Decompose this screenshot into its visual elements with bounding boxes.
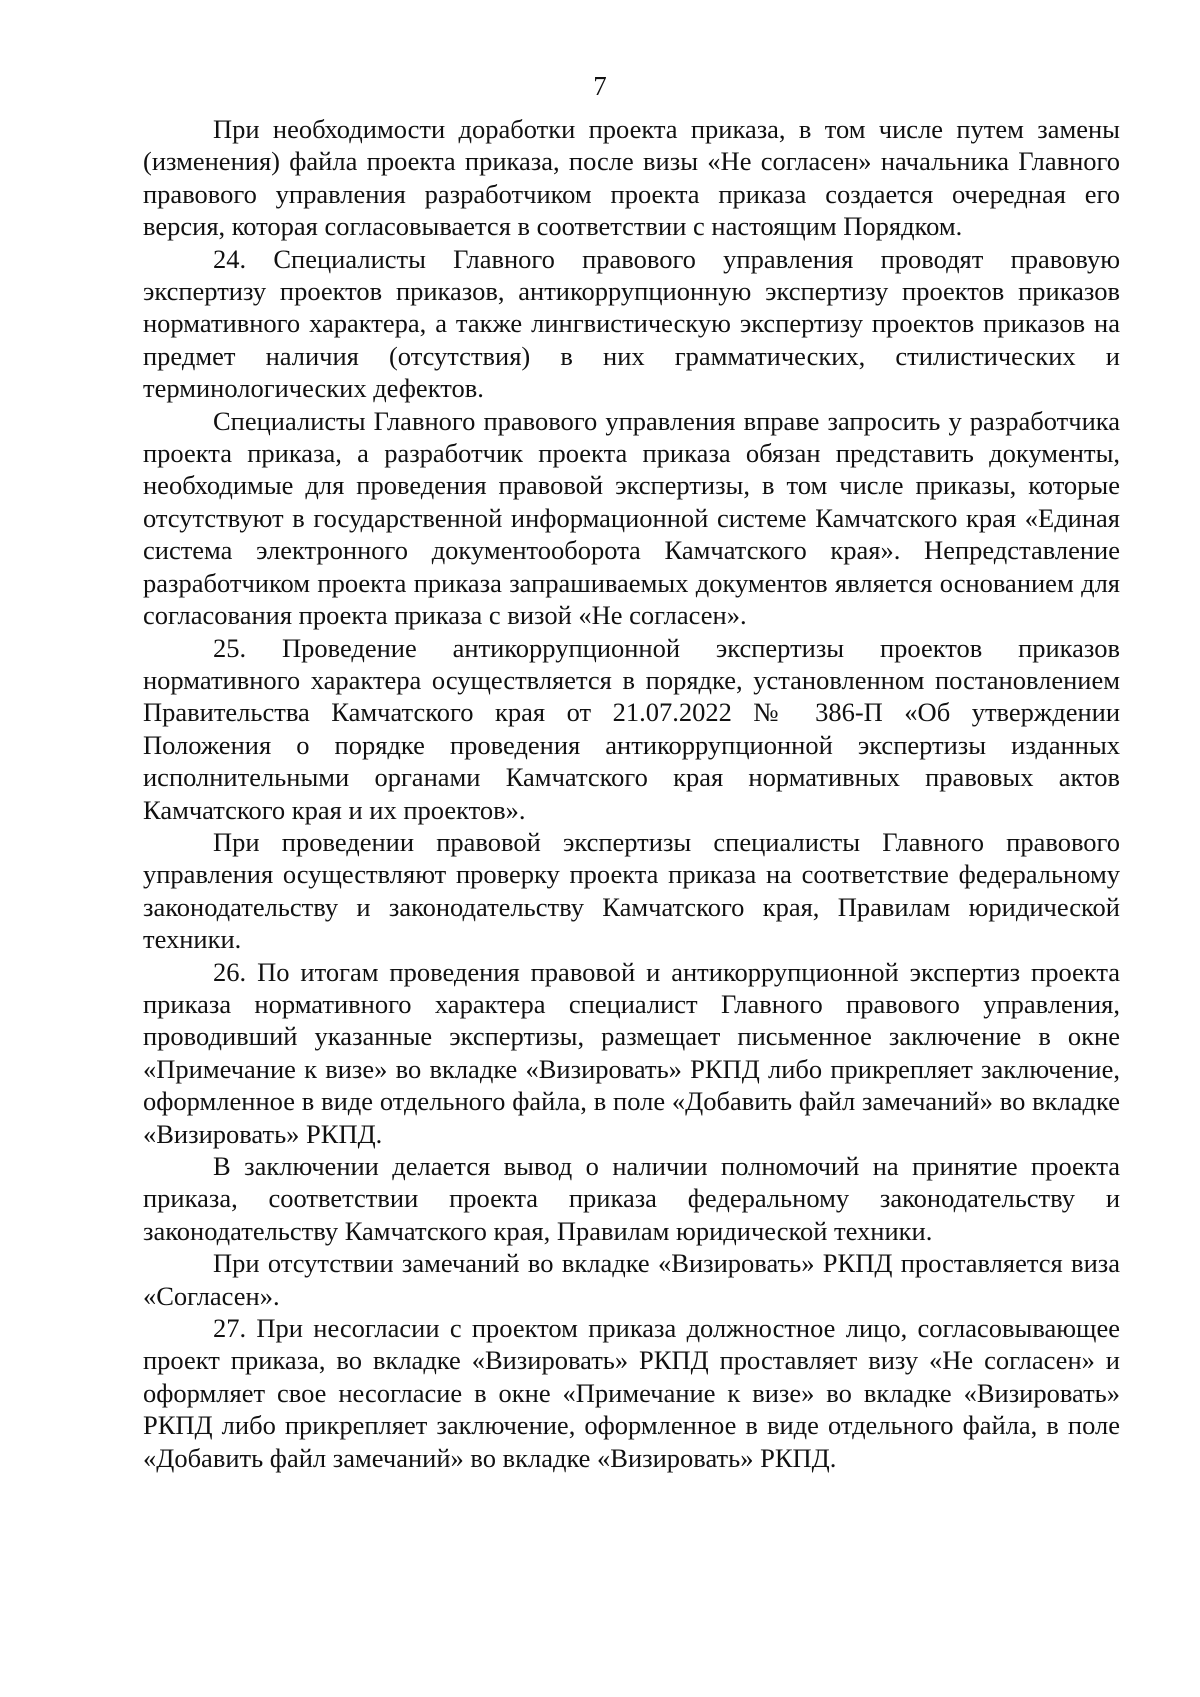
paragraph-27: 27. При несогласии с проектом приказа должностное лицо, согласовывающее проект приказа, во вкладке «Визировать» РКПД проставляет визу «Не согласен» и оформляет свое несогласие в окне «Примечание к визе» во вкладке «Визировать» РКПД либо прикрепляет заключение, оформленное в виде отдельного файла, в поле «Добавить файл замечаний» во вкладке «Визировать» РКПД. xyxy=(143,1313,1120,1473)
paragraph-revision: При необходимости доработки проекта приказа, в том числе путем замены (изменения) файла проекта приказа, после визы «Не согласен» начальника Главного правового управления разработчиком проекта приказа создается очередная его версия, которая согласовывается в соответствии с настоящим Порядком. xyxy=(143,114,1120,242)
paragraph-26-no-remarks: При отсутствии замечаний во вкладке «Визировать» РКПД проставляется виза «Согласен». xyxy=(143,1248,1120,1311)
paragraph-24: 24. Специалисты Главного правового управления проводят правовую экспертизу проектов приказов, антикоррупционную экспертизу проектов приказов нормативного характера, а также лингвистическую экспертизу проектов приказов на предмет наличия (отсутствия) в них грамматических, стилистических и терминологических дефектов. xyxy=(143,243,1120,404)
page-number: 7 xyxy=(593,71,607,101)
paragraph-24-request-documents: Специалисты Главного правового управления вправе запросить у разработчика проекта приказа, а разработчик проекта приказа обязан представить документы, необходимые для проведения правовой экспертизы, в том числе приказы, которые отсутствуют в государственной информационной системе Камчатского края «Единая система электронного документооборота Камчатского края». Непредставление разработчиком проекта приказа запрашиваемых документов является основанием для согласования проекта приказа с визой «Не согласен». xyxy=(143,405,1120,631)
paragraph-26: 26. По итогам проведения правовой и антикоррупционной экспертиз проекта приказа нормативного характера специалист Главного правового управления, проводивший указанные экспертизы, размещает письменное заключение в окне «Примечание к визе» во вкладке «Визировать» РКПД либо прикрепляет заключение, оформленное в виде отдельного файла, в поле «Добавить файл замечаний» во вкладке «Визировать» РКПД. xyxy=(143,956,1120,1149)
paragraph-26-conclusion: В заключении делается вывод о наличии полномочий на принятие проекта приказа, соответствии проекта приказа федеральному законодательству и законодательству Камчатского края, Правилам юридической техники. xyxy=(143,1151,1120,1246)
paragraph-25-legal-check: При проведении правовой экспертизы специалисты Главного правового управления осуществляют проверку проекта приказа на соответствие федеральному законодательству и законодательству Камчатского края, Правилам юридической техники. xyxy=(143,826,1120,955)
paragraph-25: 25. Проведение антикоррупционной экспертизы проектов приказов нормативного характера осуществляется в порядке, установленном постановлением Правительства Камчатского края от 21.07.2022 № 386-П «Об утверждении Положения о порядке проведения антикоррупционной экспертизы изданных исполнительными органами Камчатского края нормативных правовых актов Камчатского края и их проектов». xyxy=(143,632,1120,825)
document-body xyxy=(143,113,1120,1474)
